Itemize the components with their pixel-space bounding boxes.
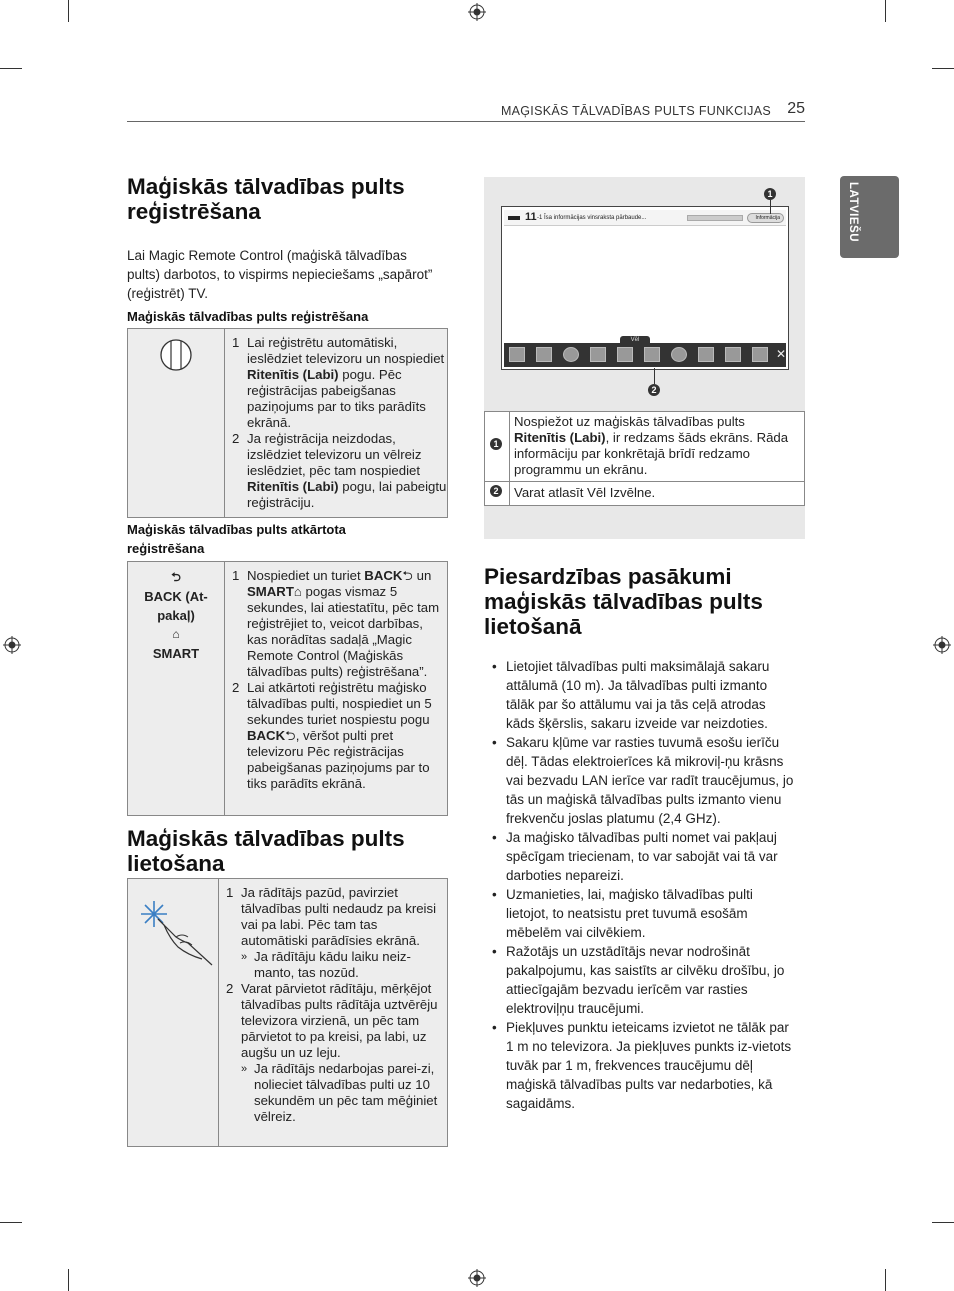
more-menu-bar bbox=[504, 343, 786, 367]
re-registration-icon-cell bbox=[128, 562, 225, 815]
tv-screen bbox=[501, 206, 789, 370]
menu-picture-icon[interactable] bbox=[725, 347, 741, 362]
smart-inline-icon: ⌂ bbox=[293, 584, 302, 599]
menu-more-label: Vēl bbox=[630, 337, 640, 343]
menu-internet-icon[interactable] bbox=[563, 347, 579, 362]
menu-timer-icon[interactable] bbox=[671, 347, 687, 362]
back-label: BACK (At-pakaļ) bbox=[144, 589, 208, 623]
crop-mark bbox=[932, 68, 954, 69]
language-tab bbox=[840, 176, 899, 258]
info-bar bbox=[504, 210, 786, 226]
registration-subheading: Maģiskās tālvadības pults reģistrēšana bbox=[127, 309, 369, 324]
re-registration-table bbox=[127, 561, 448, 816]
precautions-list bbox=[490, 657, 795, 1113]
usage-step-1: 1 Ja rādītājs pazūd, pavirziet tālvadības pulti nedaudz pa kreisi vai pa labi. Pēc tam tas automātiski parādīsies ekrānā. » Ja rādītāju kādu laiku neiz-manto, tas nozūd. bbox=[219, 885, 439, 981]
info-button[interactable] bbox=[747, 213, 784, 223]
registration-mark-icon bbox=[468, 3, 486, 21]
page-number: 25 bbox=[787, 100, 805, 117]
usage-step-1-note: » Ja rādītāju kādu laiku neiz-manto, tas nozūd. bbox=[241, 949, 411, 980]
precautions-title: Piesardzības pasākumi maģiskās tālvadības pults lietošanā bbox=[484, 564, 763, 639]
header-section-title: MAĢISKĀS TĀLVADĪBAS PULTS FUNKCIJAS bbox=[500, 104, 771, 118]
usage-step-2-note: » Ja rādītājs nedarbojas parei-zi, nolieciet tālvadības pulti uz 10 sekundēm un pēc tam mēģiniet vēlreiz. bbox=[241, 1061, 438, 1124]
menu-input-icon[interactable] bbox=[509, 347, 525, 362]
registration-mark-icon bbox=[468, 1269, 486, 1287]
precaution-item: • Piekļuves punktu ieteicams izvietot ne tālāk par 1 m no televizora. Ja piekļuves punkts iz-vietots tuvāk par 1 m, frekvences traucējumu dēļ maģiskā tālvadības pults var nedarboties, kā sagaidāms. bbox=[490, 1018, 795, 1113]
channel-badge bbox=[508, 216, 520, 220]
crop-mark bbox=[885, 1269, 886, 1291]
crop-mark bbox=[0, 1222, 22, 1223]
callout-line-2 bbox=[654, 368, 655, 384]
legend-callout-1: 1 bbox=[490, 438, 502, 450]
info-progress bbox=[687, 215, 743, 221]
language-tab-label: LATVIEŠU bbox=[847, 182, 859, 243]
pointing-hand-icon bbox=[136, 893, 216, 967]
smart-label: SMART bbox=[152, 646, 200, 661]
usage-title: Maģiskās tālvadības pults lietošana bbox=[127, 826, 405, 876]
menu-guide-icon[interactable] bbox=[617, 347, 633, 362]
registration-title: Maģiskās tālvadības pults reģistrēšana bbox=[127, 174, 405, 224]
back-icon: ⮌ bbox=[171, 570, 181, 584]
channel-number: 11 bbox=[525, 211, 537, 223]
page-header bbox=[127, 100, 805, 122]
info-text: -1 Īsa informācijas vinsraksta pārbaude... bbox=[537, 215, 647, 221]
registration-step-2: 2 Ja reģistrācija neizdodas, izslēdziet televizoru un vēlreiz ieslēdziet, pēc tam nospiediet Ritenītis (Labi) pogu, lai pabeigtu reģistrāciju. bbox=[232, 431, 447, 510]
registration-mark-icon bbox=[3, 636, 21, 654]
precaution-item: • Lietojiet tālvadības pulti maksimālajā sakaru attālumā (10 m). Ja tālvadības pulti izmanto tālāk par šo attālumu vai ja tās ceļā atrodas kāds šķērslis, sakaru izveide var neizdoties. bbox=[490, 657, 795, 733]
menu-settings-icon[interactable] bbox=[536, 347, 552, 362]
legend-row-2: 2 Varat atlasīt Vēl Izvēlne. bbox=[485, 482, 804, 505]
usage-icon-cell bbox=[128, 879, 219, 1146]
registration-icon-cell bbox=[128, 329, 225, 517]
back-inline-icon: ⮌ bbox=[402, 568, 413, 583]
menu-search-icon[interactable] bbox=[590, 347, 606, 362]
menu-close-icon[interactable]: ✕ bbox=[776, 347, 787, 361]
precaution-item: • Ja maģisko tālvadības pulti nomet vai pakļauj spēcīgam triecienam, to var sabojāt vai tā var darboties nepareizi. bbox=[490, 828, 795, 885]
info-button-label: Informācija bbox=[755, 215, 780, 221]
screenshot-legend bbox=[484, 411, 805, 506]
crop-mark bbox=[885, 0, 886, 22]
usage-step-2: 2 Varat pārvietot rādītāju, mērķējot tālvadības pults rādītāja uztvērēju televizora virzienā, un pēc tam pārvietot to pa kreisi, pa labi, uz augšu un uz leju. » Ja rādītājs nedarbojas parei-zi, nolieciet tālvadības pulti uz 10 sekundēm un pēc tam mēģiniet vēlreiz. bbox=[226, 981, 438, 1124]
crop-mark bbox=[68, 1269, 69, 1291]
precaution-item: • Sakaru kļūme var rasties tuvumā esošu ierīču dēļ. Tādas elektroierīces kā mikroviļ-ņu krāsns vai bezvadu LAN ierīce var radīt traucējumus, jo tās un maģiskā tālvadības pults izmanto vienu frekvenču joslas platumu (2,4 GHz). bbox=[490, 733, 795, 828]
precaution-item: • Ražotājs un uzstādītājs nevar nodrošināt pakalpojumu, kas saistīts ar cilvēku drošību, jo attiecīgajām bezvadu ierīcēm var rasties elektroviļņu traucējumi. bbox=[490, 942, 795, 1018]
re-registration-steps bbox=[225, 562, 447, 815]
smart-icon: ⌂ bbox=[172, 627, 180, 641]
crop-mark bbox=[0, 68, 22, 69]
callout-2: 2 bbox=[648, 384, 660, 396]
menu-ratio-icon[interactable] bbox=[698, 347, 714, 362]
back-inline-icon: ⮌ bbox=[285, 728, 296, 743]
crop-mark bbox=[68, 0, 69, 22]
re-registration-subheading: Maģiskās tālvadības pults atkārtota reģistrēšana bbox=[127, 522, 346, 556]
usage-table bbox=[127, 878, 448, 1147]
registration-steps bbox=[225, 329, 447, 517]
registration-intro: Lai Magic Remote Control (maģiskā tālvadības pults) darbotos, to vispirms nepieciešams „sapārot” (reģistrēt) TV. bbox=[127, 248, 433, 301]
wheel-button-icon bbox=[159, 338, 193, 372]
legend-callout-2: 2 bbox=[490, 485, 502, 497]
crop-mark bbox=[932, 1222, 954, 1223]
callout-line-1 bbox=[770, 200, 771, 214]
precaution-item: • Uzmanieties, lai, maģisko tālvadības pulti lietojot, to neatsistu pret tuvumā esošām mēbelēm vai cilvēkiem. bbox=[490, 885, 795, 942]
callout-1: 1 bbox=[764, 188, 776, 200]
re-registration-step-2: 2 Lai atkārtoti reģistrētu maģisko tālvadības pulti, nospiediet un 5 sekundes turiet nospiestu pogu BACK⮌, vēršot pulti pret televizoru Pēc reģistrācijas pabeigšanas paziņojums par to tiks parādīts ekrānā. bbox=[232, 680, 432, 791]
legend-row-1: 1 Nospiežot uz maģiskās tālvadības pults Ritenītis (Labi), ir redzams šāds ekrāns. Rāda informāciju par konkrētajā brīdī redzamo programmu un ekrānu. bbox=[485, 412, 804, 482]
registration-step-1: 1 Lai reģistrētu automātiski, ieslēdziet televizoru un nospiediet Ritenītis (Labi) pogu. Pēc reģistrācijas pabeigšanas paziņojums par to tiks parādīts ekrānā. bbox=[232, 335, 445, 430]
registration-mark-icon bbox=[933, 636, 951, 654]
registration-table bbox=[127, 328, 448, 518]
usage-steps bbox=[219, 879, 439, 1146]
re-registration-step-1: 1 Nospiediet un turiet BACK⮌ un SMART⌂ pogas vismaz 5 sekundes, lai atiestatītu, pēc tam reģistrējiet to, veicot darbības, kas norādītas sadaļā „Magic Remote Control (Maģiskās tālvadības pults) reģistrēšana”. bbox=[232, 568, 440, 679]
menu-apps-icon[interactable] bbox=[644, 347, 660, 362]
menu-screen-icon[interactable] bbox=[752, 347, 768, 362]
